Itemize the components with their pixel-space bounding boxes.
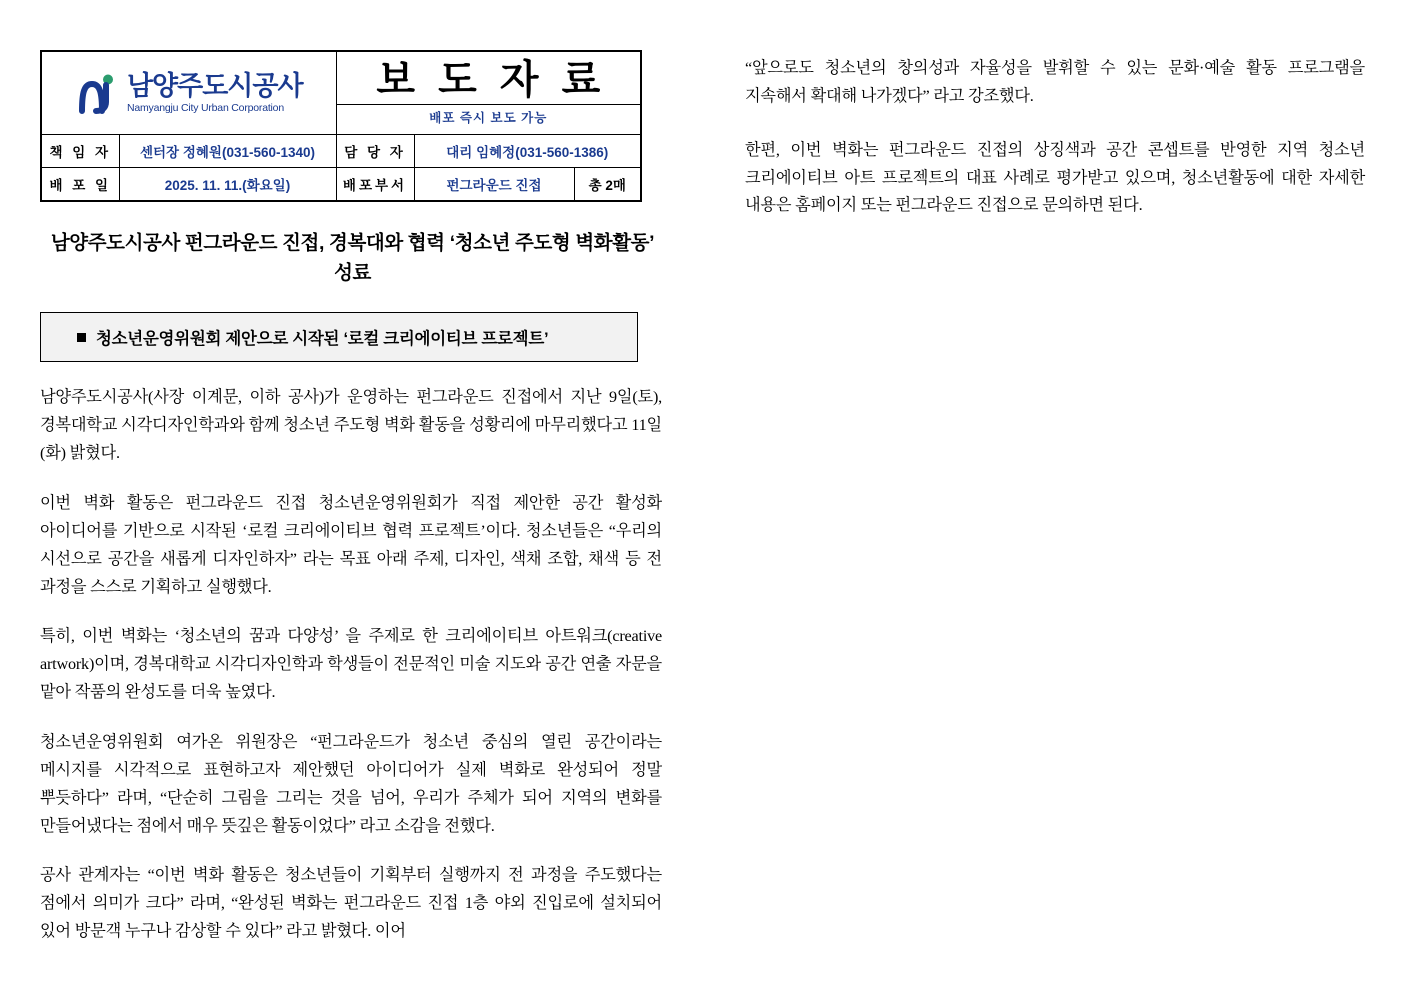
value-distribution-dept: 펀그라운드 진접 — [414, 168, 574, 202]
value-distribution-date: 2025. 11. 11.(화요일) — [119, 168, 336, 202]
body-left-column — [40, 384, 662, 946]
press-release-header-table — [40, 50, 642, 202]
label-responsible: 책 임 자 — [41, 135, 119, 168]
left-column — [40, 50, 665, 968]
page-title: 남양주도시공사 펀그라운드 진접, 경복대와 협력 ‘청소년 주도형 벽화활동’ 성료 — [50, 232, 655, 285]
document-title: 보 도 자 료 — [376, 58, 607, 102]
paragraph: “앞으로도 청소년의 창의성과 자율성을 발휘할 수 있는 문화·예술 활동 프로그램을 지속해서 확대해 나가겠다” 라고 강조했다. — [745, 59, 1365, 105]
paragraph: 청소년운영위원회 여가온 위원장은 “펀그라운드가 청소년 중심의 열린 공간이라는 메시지를 시각적으로 표현하고자 제안했던 아이디어가 실제 벽화로 완성되어 정말 뿌듯하다” 라며, “단순히 그림을 그리는 것을 넘어, 우리가 주체가 되어 지역의 변화를 만들어냈다는 점에서 매우 뜻깊은 활동이었다” 라고 소감을 전했다. — [40, 733, 662, 835]
value-contact: 대리 임혜정(031-560-1386) — [414, 135, 641, 168]
paragraph: 남양주도시공사(사장 이계문, 이하 공사)가 운영하는 펀그라운드 진접에서 지난 9일(토), 경복대학교 시각디자인학과와 함께 청소년 주도형 벽화 활동을 성황리에 마무리했다고 11일(화) 밝혔다. — [40, 388, 662, 463]
namyangju-logo-icon — [75, 71, 119, 115]
document-title-cell — [336, 51, 641, 135]
document-subtitle: 배포 즉시 보도 가능 — [337, 104, 641, 128]
logo-english-name: Namyangju City Urban Corporation — [126, 101, 284, 114]
header-row-logo-title — [41, 51, 641, 135]
subhead-text: 청소년운영위원회 제안으로 시작된 ‘로컬 크리에이티브 프로젝트’ — [96, 330, 549, 349]
paragraph: 한편, 이번 벽화는 펀그라운드 진접의 상징색과 공간 콘셉트를 반영한 지역 청소년 크리에이티브 아트 프로젝트의 대표 사례로 평가받고 있으며, 청소년활동에 대한 자세한 내용은 홈페이지 또는 펀그라운드 진접으로 문의하면 된다. — [745, 140, 1365, 215]
subhead-box — [40, 312, 638, 362]
header-row-distribution — [41, 168, 641, 202]
label-distribution-date: 배 포 일 — [41, 168, 119, 202]
logo-cell — [41, 51, 336, 135]
logo-korean-name: 남양주도시공사 — [126, 71, 303, 102]
paragraph: 특히, 이번 벽화는 ‘청소년의 꿈과 다양성’ 을 주제로 한 크리에이티브 아트워크(creative artwork)이며, 경복대학교 시각디자인학과 학생들이 전문적인 미술 지도와 공간 연출 자문을 맡아 작품의 완성도를 더욱 높였다. — [40, 627, 662, 702]
label-distribution-dept: 배포부서 — [336, 168, 414, 202]
label-contact: 담 당 자 — [336, 135, 414, 168]
body-right-column — [745, 55, 1365, 246]
paragraph: 공사 관계자는 “이번 벽화 활동은 청소년들이 기획부터 실행까지 전 과정을 주도했다는 점에서 의미가 크다” 라며, “완성된 벽화는 펀그라운드 진접 1층 야외 진입로에 설치되어 있어 방문객 누구나 감상할 수 있다” 라고 밝혔다. 이어 — [40, 866, 662, 941]
value-page-count: 총 2매 — [574, 168, 641, 202]
bullet-square-icon — [77, 333, 86, 342]
paragraph: 이번 벽화 활동은 펀그라운드 진접 청소년운영위원회가 직접 제안한 공간 활성화 아이디어를 기반으로 시작된 ‘로컬 크리에이티브 협력 프로젝트’이다. 청소년들은 “우리의 시선으로 공간을 새롭게 디자인하자” 라는 목표 아래 주제, 디자인, 색채 조합, 채색 등 전 과정을 스스로 기획하고 실행했다. — [40, 494, 662, 596]
header-row-responsible — [41, 135, 641, 168]
value-responsible: 센터장 정혜원(031-560-1340) — [119, 135, 336, 168]
